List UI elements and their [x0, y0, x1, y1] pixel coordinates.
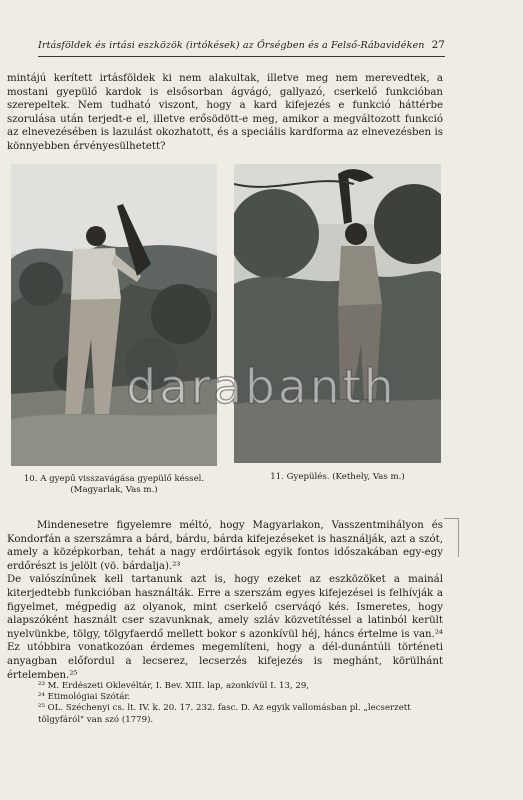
paragraph-text: De valószínűnek kell tartanunk azt is, hogy ezeket az eszközöket a mainál kiterjedtebb funkcióban használták. Erre a szerszám egyes kifejezései is felhívják a figyelmet, mégpedig az olyanok, mint cserkelő cserváqó kés. Ismeretes, hogy alapszóként használt cser szavunknak, amely szláv közvetítéssel a latinból került nyelvünkbe, tölgy, tölgyfaerdő mellett bokor s azonkívül héj, háncs értelme is van.²⁴ Ez utóbbira vonatkozóan érdemes megemlíteni, hogy a dél-dunántúli történeti anyagban előfordul a lecserez, lecserzés kifejezés is meghánt, körülhánt értelemben.²⁵ [7, 574, 443, 681]
body-paragraph-bottom [7, 519, 443, 682]
paragraph-text: mintájú kerített irtásföldek ki nem alakultak, illetve meg nem merevedtek, a mostani gyepülő kardok is elsősorban ágvágó, gallyazó, cserkelő funkcióban szerepeltek. Nem tudható viszont, hogy a kard kifejezés e funkció háttérbe szorulása után terjedt-e el, illetve erősödött-e meg, amikor a megváltozott funkció az elnevezésében is lazulást okozhatott, és a speciális kardforma az elnevezésben is könnyebben érvényesülhetett? [7, 73, 443, 152]
figure-10-caption [11, 474, 217, 496]
man-cutting-hedge-photo [11, 164, 217, 466]
figure-11-photo [234, 164, 441, 463]
footnote-25: ²⁵ OL. Széchenyi cs. lt. IV. k. 20. 17. 232. fasc. D. Az egyik vallomásban pl. „lecserzett tölgyfáról" van szó (1779). [38, 703, 411, 725]
caption-line: (Magyarlak, Vas m.) [70, 485, 158, 495]
man-with-billhook-photo [234, 164, 441, 463]
paragraph-text: Mindenesetre figyelemre méltó, hogy Magyarlakon, Vasszentmihályon és Kondorfán a szerszámra a bárd, bárdu, bárda kifejezéseket is használják, azt a szót, amely a középkorban, tehát a nagy erdőirtások egyik fontos időszakában egy-egy erdőrészt is jelölt (vö. bárdalja).²³ [7, 520, 443, 572]
footnotes [8, 681, 448, 726]
watermark: darabanth [126, 360, 397, 415]
figure-11-caption [234, 472, 441, 483]
margin-pencil-mark [444, 518, 459, 557]
footnote-23: ²³ M. Erdészeti Oklevéltár, I. Bev. XIII. lap, azonkívül I. 13, 29, [38, 681, 310, 691]
body-paragraph-top [7, 72, 443, 154]
running-head: Irtásföldek és irtási eszközök (irtókések) az Őrségben és a Felső-Rábavidéken [38, 40, 425, 51]
caption-line: 11. Gyepülés. (Kethely, Vas m.) [270, 472, 405, 482]
caption-line: 10. A gyepű visszavágása gyepülő késsel. [23, 474, 205, 484]
figure-10-photo [11, 164, 217, 466]
page-header [38, 38, 445, 57]
page-number: 27 [431, 39, 445, 51]
footnote-24: ²⁴ Etimológiai Szótár. [38, 692, 131, 703]
